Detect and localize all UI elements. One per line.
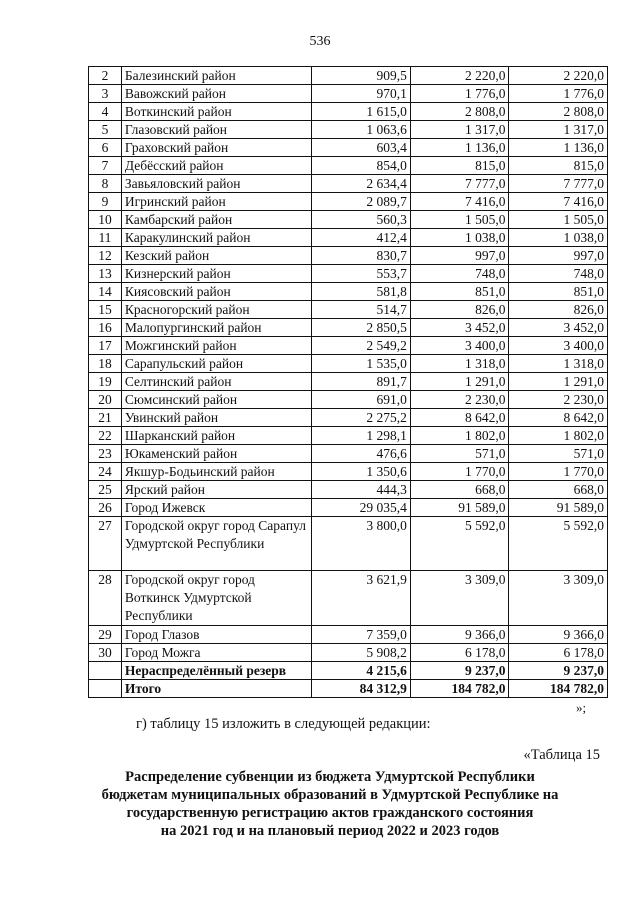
amount-2023: 3 452,0 [509,319,608,337]
amount-2021: 29 035,4 [312,499,411,517]
amount-2022: 5 592,0 [410,517,509,571]
amount-2023: 668,0 [509,481,608,499]
amount-2023: 1 802,0 [509,427,608,445]
amount-2022: 1 776,0 [410,85,509,103]
amount-2023: 1 770,0 [509,463,608,481]
municipality-name: Городской округ город Сарапул Удмуртской Республики [121,517,311,571]
amount-2023: 7 777,0 [509,175,608,193]
amount-2022: 2 808,0 [410,103,509,121]
amount-2022: 3 309,0 [410,571,509,626]
amount-2022: 851,0 [410,283,509,301]
amount-2023: 184 782,0 [509,680,608,698]
amount-2021: 444,3 [312,481,411,499]
municipality-name: Шарканский район [121,427,311,445]
table-row [89,662,608,680]
amount-2023: 6 178,0 [509,644,608,662]
amount-2023: 7 416,0 [509,193,608,211]
municipality-name: Каракулинский район [121,229,311,247]
amendment-instruction: г) таблицу 15 изложить в следующей редакции: [136,716,431,732]
amount-2023: 815,0 [509,157,608,175]
amount-2022: 997,0 [410,247,509,265]
municipality-name: Вавожский район [121,85,311,103]
amount-2022: 1 505,0 [410,211,509,229]
amount-2022: 668,0 [410,481,509,499]
row-number: 22 [89,427,122,445]
amount-2022: 7 416,0 [410,193,509,211]
municipality-name: Завьяловский район [121,175,311,193]
amount-2021: 2 275,2 [312,409,411,427]
municipality-name: Юкаменский район [121,445,311,463]
table-row [89,157,608,175]
table-row [89,626,608,644]
table-heading [60,768,600,840]
amount-2023: 1 317,0 [509,121,608,139]
row-number [89,662,122,680]
table-row [89,265,608,283]
municipality-name: Якшур-Бодьинский район [121,463,311,481]
amount-2022: 748,0 [410,265,509,283]
amount-2022: 91 589,0 [410,499,509,517]
table-row [89,337,608,355]
page-number: 536 [309,34,331,49]
amount-2023: 1 291,0 [509,373,608,391]
municipality-name: Сарапульский район [121,355,311,373]
amount-2023: 1 776,0 [509,85,608,103]
row-number [89,680,122,698]
row-number: 25 [89,481,122,499]
amount-2021: 830,7 [312,247,411,265]
row-number: 20 [89,391,122,409]
amount-2022: 1 318,0 [410,355,509,373]
row-number: 7 [89,157,122,175]
municipality-name: Город Ижевск [121,499,311,517]
municipality-name: Сюмсинский район [121,391,311,409]
municipality-name: Ярский район [121,481,311,499]
table-row [89,85,608,103]
table-label: «Таблица 15 [523,747,600,763]
amount-2021: 476,6 [312,445,411,463]
amount-2021: 603,4 [312,139,411,157]
table-row [89,391,608,409]
amount-2023: 3 309,0 [509,571,608,626]
row-number: 13 [89,265,122,283]
row-number: 18 [89,355,122,373]
table-row [89,517,608,571]
municipality-name: Граховский район [121,139,311,157]
table-row [89,427,608,445]
amount-2022: 1 038,0 [410,229,509,247]
table-row [89,463,608,481]
heading-line: Распределение субвенции из бюджета Удмуртской Республики [125,769,535,785]
municipality-name: Город Можга [121,644,311,662]
table-body [89,67,608,698]
table-row [89,139,608,157]
amount-2022: 3 452,0 [410,319,509,337]
municipality-name: Город Глазов [121,626,311,644]
municipality-name: Городской округ город Воткинск Удмуртской Республики [121,571,311,626]
amount-2023: 9 366,0 [509,626,608,644]
amount-2021: 2 089,7 [312,193,411,211]
table-row [89,121,608,139]
amount-2021: 854,0 [312,157,411,175]
row-number: 28 [89,571,122,626]
row-number: 5 [89,121,122,139]
table-row [89,373,608,391]
amount-2021: 1 615,0 [312,103,411,121]
row-number: 16 [89,319,122,337]
table-row [89,571,608,626]
amount-2023: 91 589,0 [509,499,608,517]
row-number: 2 [89,67,122,85]
amount-2021: 909,5 [312,67,411,85]
amount-2023: 997,0 [509,247,608,265]
municipality-name: Красногорский район [121,301,311,319]
row-number: 3 [89,85,122,103]
amount-2023: 1 505,0 [509,211,608,229]
municipality-name: Балезинский район [121,67,311,85]
amount-2022: 3 400,0 [410,337,509,355]
amount-2023: 2 808,0 [509,103,608,121]
table-row [89,481,608,499]
table-row [89,409,608,427]
amount-2022: 1 291,0 [410,373,509,391]
amount-2023: 2 230,0 [509,391,608,409]
amount-2022: 8 642,0 [410,409,509,427]
amount-2023: 3 400,0 [509,337,608,355]
amount-2021: 1 298,1 [312,427,411,445]
municipality-name: Кезский район [121,247,311,265]
table-row [89,301,608,319]
row-number: 17 [89,337,122,355]
amount-2021: 2 634,4 [312,175,411,193]
amount-2022: 1 317,0 [410,121,509,139]
amount-2022: 9 237,0 [410,662,509,680]
row-number: 9 [89,193,122,211]
row-number: 14 [89,283,122,301]
municipality-name: Дебёсский район [121,157,311,175]
municipality-name: Глазовский район [121,121,311,139]
amount-2021: 2 850,5 [312,319,411,337]
row-number: 29 [89,626,122,644]
table-row [89,499,608,517]
amount-2022: 7 777,0 [410,175,509,193]
amount-2021: 1 350,6 [312,463,411,481]
closing-quote: »; [576,700,587,715]
municipality-name: Нераспределённый резерв [121,662,311,680]
amount-2021: 4 215,6 [312,662,411,680]
amount-2021: 3 621,9 [312,571,411,626]
heading-line: бюджетам муниципальных образований в Удмуртской Республике на [101,787,559,803]
table-row [89,247,608,265]
amount-2021: 553,7 [312,265,411,283]
amount-2021: 7 359,0 [312,626,411,644]
row-number: 21 [89,409,122,427]
amount-2022: 815,0 [410,157,509,175]
amount-2022: 6 178,0 [410,644,509,662]
amount-2023: 748,0 [509,265,608,283]
amount-2023: 571,0 [509,445,608,463]
table-row [89,175,608,193]
amount-2022: 2 230,0 [410,391,509,409]
row-number: 27 [89,517,122,571]
row-number: 23 [89,445,122,463]
row-number: 30 [89,644,122,662]
table-row [89,644,608,662]
table-row [89,283,608,301]
table-row [89,319,608,337]
row-number: 11 [89,229,122,247]
amount-2021: 691,0 [312,391,411,409]
amount-2023: 8 642,0 [509,409,608,427]
amount-2021: 514,7 [312,301,411,319]
amount-2021: 412,4 [312,229,411,247]
amount-2023: 9 237,0 [509,662,608,680]
table-row [89,355,608,373]
amount-2022: 2 220,0 [410,67,509,85]
heading-line: на 2021 год и на плановый период 2022 и 2023 годов [160,823,500,839]
amount-2022: 1 802,0 [410,427,509,445]
amount-2021: 2 549,2 [312,337,411,355]
municipality-name: Кизнерский район [121,265,311,283]
amount-2021: 84 312,9 [312,680,411,698]
amount-2021: 970,1 [312,85,411,103]
municipality-name: Воткинский район [121,103,311,121]
municipality-name: Малопургинский район [121,319,311,337]
amount-2021: 891,7 [312,373,411,391]
amount-2021: 5 908,2 [312,644,411,662]
subsidy-table [88,66,608,698]
row-number: 26 [89,499,122,517]
municipality-name: Киясовский район [121,283,311,301]
amount-2021: 1 535,0 [312,355,411,373]
row-number: 12 [89,247,122,265]
row-number: 8 [89,175,122,193]
amount-2021: 560,3 [312,211,411,229]
table-row [89,103,608,121]
amount-2023: 1 136,0 [509,139,608,157]
table-row [89,67,608,85]
amount-2023: 826,0 [509,301,608,319]
amount-2021: 581,8 [312,283,411,301]
amount-2022: 571,0 [410,445,509,463]
row-number: 4 [89,103,122,121]
row-number: 10 [89,211,122,229]
amount-2022: 826,0 [410,301,509,319]
amount-2023: 1 038,0 [509,229,608,247]
amount-2022: 9 366,0 [410,626,509,644]
amount-2021: 3 800,0 [312,517,411,571]
municipality-name: Селтинский район [121,373,311,391]
amount-2022: 1 136,0 [410,139,509,157]
amount-2023: 5 592,0 [509,517,608,571]
municipality-name: Камбарский район [121,211,311,229]
amount-2023: 1 318,0 [509,355,608,373]
row-number: 15 [89,301,122,319]
municipality-name: Игринский район [121,193,311,211]
amount-2021: 1 063,6 [312,121,411,139]
table-row [89,680,608,698]
row-number: 19 [89,373,122,391]
table-row [89,193,608,211]
row-number: 6 [89,139,122,157]
municipality-name: Можгинский район [121,337,311,355]
table-row [89,445,608,463]
municipality-name: Итого [121,680,311,698]
row-number: 24 [89,463,122,481]
municipality-name: Увинский район [121,409,311,427]
table-row [89,229,608,247]
amount-2023: 2 220,0 [509,67,608,85]
amount-2022: 184 782,0 [410,680,509,698]
table-row [89,211,608,229]
amount-2023: 851,0 [509,283,608,301]
heading-line: государственную регистрацию актов гражданского состояния [126,805,534,821]
amount-2022: 1 770,0 [410,463,509,481]
